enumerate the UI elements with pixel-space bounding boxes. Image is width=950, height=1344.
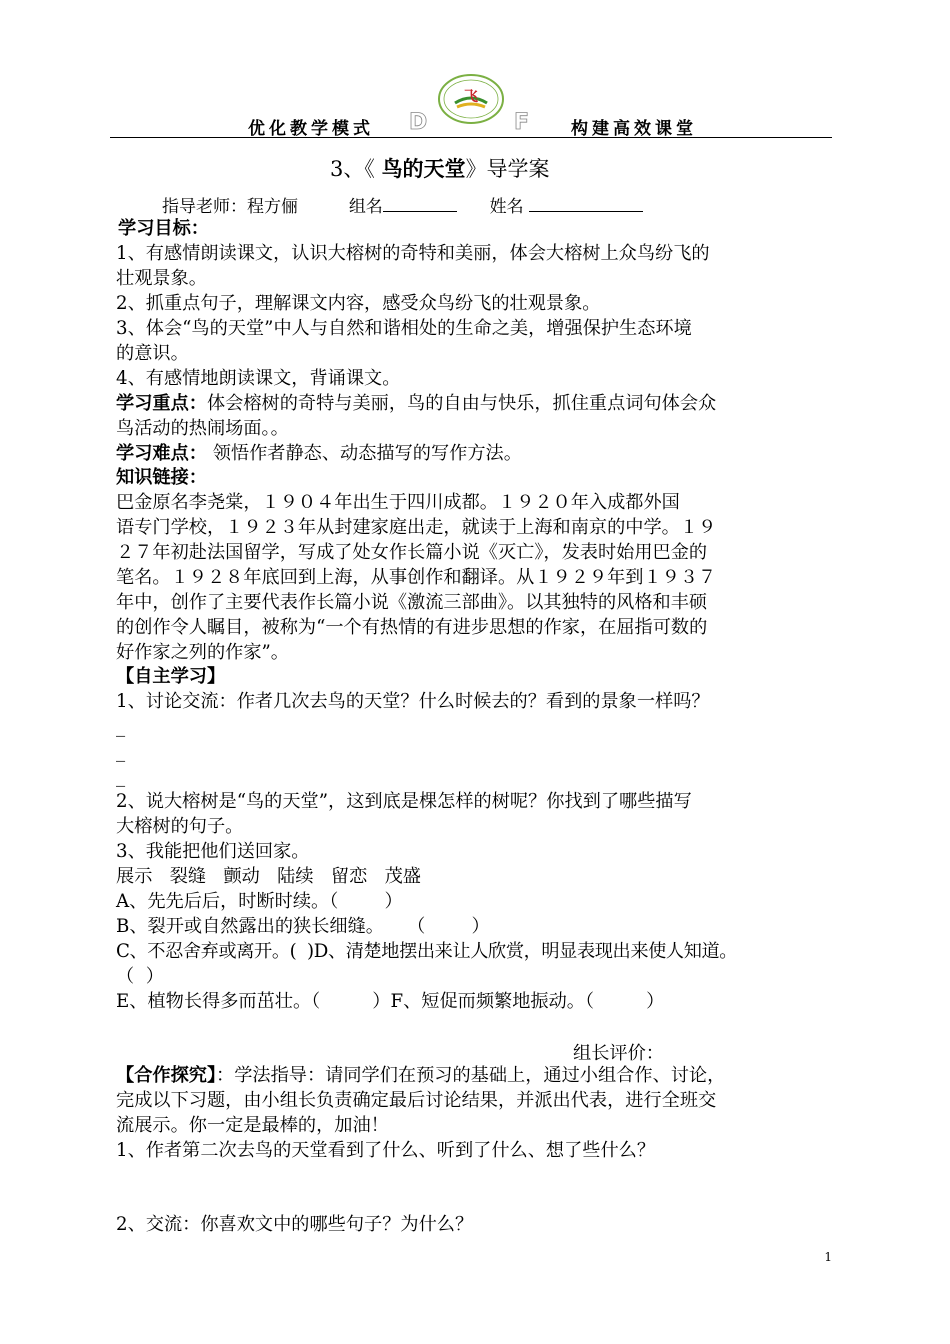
self-study-q3: 3、我能把他们送回家。 xyxy=(116,841,310,862)
name-blank[interactable] xyxy=(529,194,643,212)
goal-line: 4、有感情地朗读课文，背诵课文。 xyxy=(116,368,401,389)
goal-line: 3、体会“鸟的天堂”中人与自然和谐相处的生命之美，增强保护生态环境 xyxy=(116,318,692,339)
difficulty-label: 学习难点： xyxy=(116,443,207,464)
cooperation-line3: 流展示。你一定是最棒的，加油！ xyxy=(116,1115,389,1136)
title-prefix: 3、《 xyxy=(330,157,375,181)
cooperation-label: 【合作探究】 xyxy=(116,1065,217,1086)
key-points-label: 学习重点： xyxy=(116,393,207,414)
knowledge-line: 巴金原名李尧棠，１９０４年出生于四川成都。１９２０年入成都外国 xyxy=(116,492,680,513)
cooperation-text: ：学法指导：请同学们在预习的基础上，通过小组合作、讨论， xyxy=(216,1065,726,1086)
answer-blank[interactable]: _ xyxy=(116,741,126,762)
goal-line: 的意识。 xyxy=(116,343,189,364)
difficulty-line xyxy=(116,442,522,466)
knowledge-line: 年中，创作了主要代表作长篇小说《激流三部曲》。以其独特的风格和丰硕 xyxy=(116,592,708,613)
group-blank[interactable] xyxy=(383,194,457,212)
header-rule xyxy=(110,137,832,138)
header-letter-d: D xyxy=(409,110,428,135)
self-study-heading: 【自主学习】 xyxy=(116,666,226,687)
knowledge-line: 语专门学校，１９２３年从封建家庭出走，就读于上海和南京的中学。１９ xyxy=(116,517,717,538)
difficulty-text: 领悟作者静态、动态描写的写作方法。 xyxy=(206,443,522,464)
self-study-q2-cont: 大榕树的句子。 xyxy=(116,816,244,837)
header-left-motto: 优化教学模式 xyxy=(248,119,374,139)
cooperation-line xyxy=(116,1064,725,1088)
goals-heading: 学习目标： xyxy=(118,218,209,239)
match-a: A、先先后后，时断时续。（ ） xyxy=(116,891,403,912)
cooperation-q2: 2、交流：你喜欢文中的哪些句子？为什么？ xyxy=(116,1214,474,1235)
key-points-line xyxy=(116,392,716,416)
title-main: 鸟的天堂 xyxy=(381,157,466,181)
svg-text:飞: 飞 xyxy=(464,89,478,105)
cooperation-q1: 1、作者第二次去鸟的天堂看到了什么、听到了什么、想了些什么？ xyxy=(116,1140,656,1161)
match-b: B、裂开或自然露出的狭长细缝。 （ ） xyxy=(116,916,490,937)
knowledge-heading: 知识链接： xyxy=(116,467,207,488)
goal-line: 2、抓重点句子，理解课文内容，感受众鸟纷飞的壮观景象。 xyxy=(116,293,601,314)
answer-blank[interactable]: _ xyxy=(116,716,126,737)
title-suffix: 》导学案 xyxy=(465,157,550,181)
match-e-f: E、植物长得多而茁壮。（ ）F、短促而频繁地振动。（ ） xyxy=(116,991,665,1012)
info-line xyxy=(162,192,643,217)
knowledge-line: ２７年初赴法国留学，写成了处女作长篇小说《灭亡》，发表时始用巴金的 xyxy=(116,542,708,563)
teacher-label: 指导老师：程方俪 xyxy=(162,197,298,217)
header-right-motto: 构建高效课堂 xyxy=(571,119,697,139)
page-title xyxy=(330,153,550,183)
page-number: 1 xyxy=(824,1250,832,1264)
key-points-text: 体会榕树的奇特与美丽，鸟的自由与快乐，抓住重点词句体会众 xyxy=(206,393,717,414)
goal-line: 壮观景象。 xyxy=(116,268,207,289)
key-points-line2: 鸟活动的热闹场面。。 xyxy=(116,418,289,439)
leader-evaluation: 组长评价： xyxy=(573,1043,664,1064)
name-label: 姓名 xyxy=(489,197,524,217)
match-d-blank: （ ） xyxy=(116,966,164,987)
match-c-d: C、不忍舍弃或离开。( )D、清楚地摆出来让人欣赏，明显表现出来使人知道。 xyxy=(116,941,738,962)
knowledge-line: 的创作令人瞩目，被称为“一个有热情的有进步思想的作家，在屈指可数的 xyxy=(116,617,708,638)
self-study-q1: 1、讨论交流：作者几次去鸟的天堂？什么时候去的？看到的景象一样吗？ xyxy=(116,691,710,712)
self-study-q2: 2、说大榕树是“鸟的天堂”，这到底是棵怎样的树呢？你找到了哪些描写 xyxy=(116,791,692,812)
knowledge-line: 好作家之列的作家”。 xyxy=(116,642,289,663)
cooperation-line2: 完成以下习题，由小组长负责确定最后讨论结果，并派出代表，进行全班交 xyxy=(116,1090,717,1111)
goal-line: 1、有感情朗读课文，认识大榕树的奇特和美丽，体会大榕树上众鸟纷飞的 xyxy=(116,243,710,264)
header-letter-f: F xyxy=(514,110,530,135)
group-label: 组名 xyxy=(348,197,383,217)
answer-blank[interactable]: _ xyxy=(116,766,126,787)
school-logo xyxy=(437,73,505,125)
word-list: 展示 裂缝 颤动 陆续 留恋 茂盛 xyxy=(116,866,421,887)
knowledge-line: 笔名。１９２８年底回到上海，从事创作和翻译。从１９２９年到１９３７ xyxy=(116,567,717,588)
